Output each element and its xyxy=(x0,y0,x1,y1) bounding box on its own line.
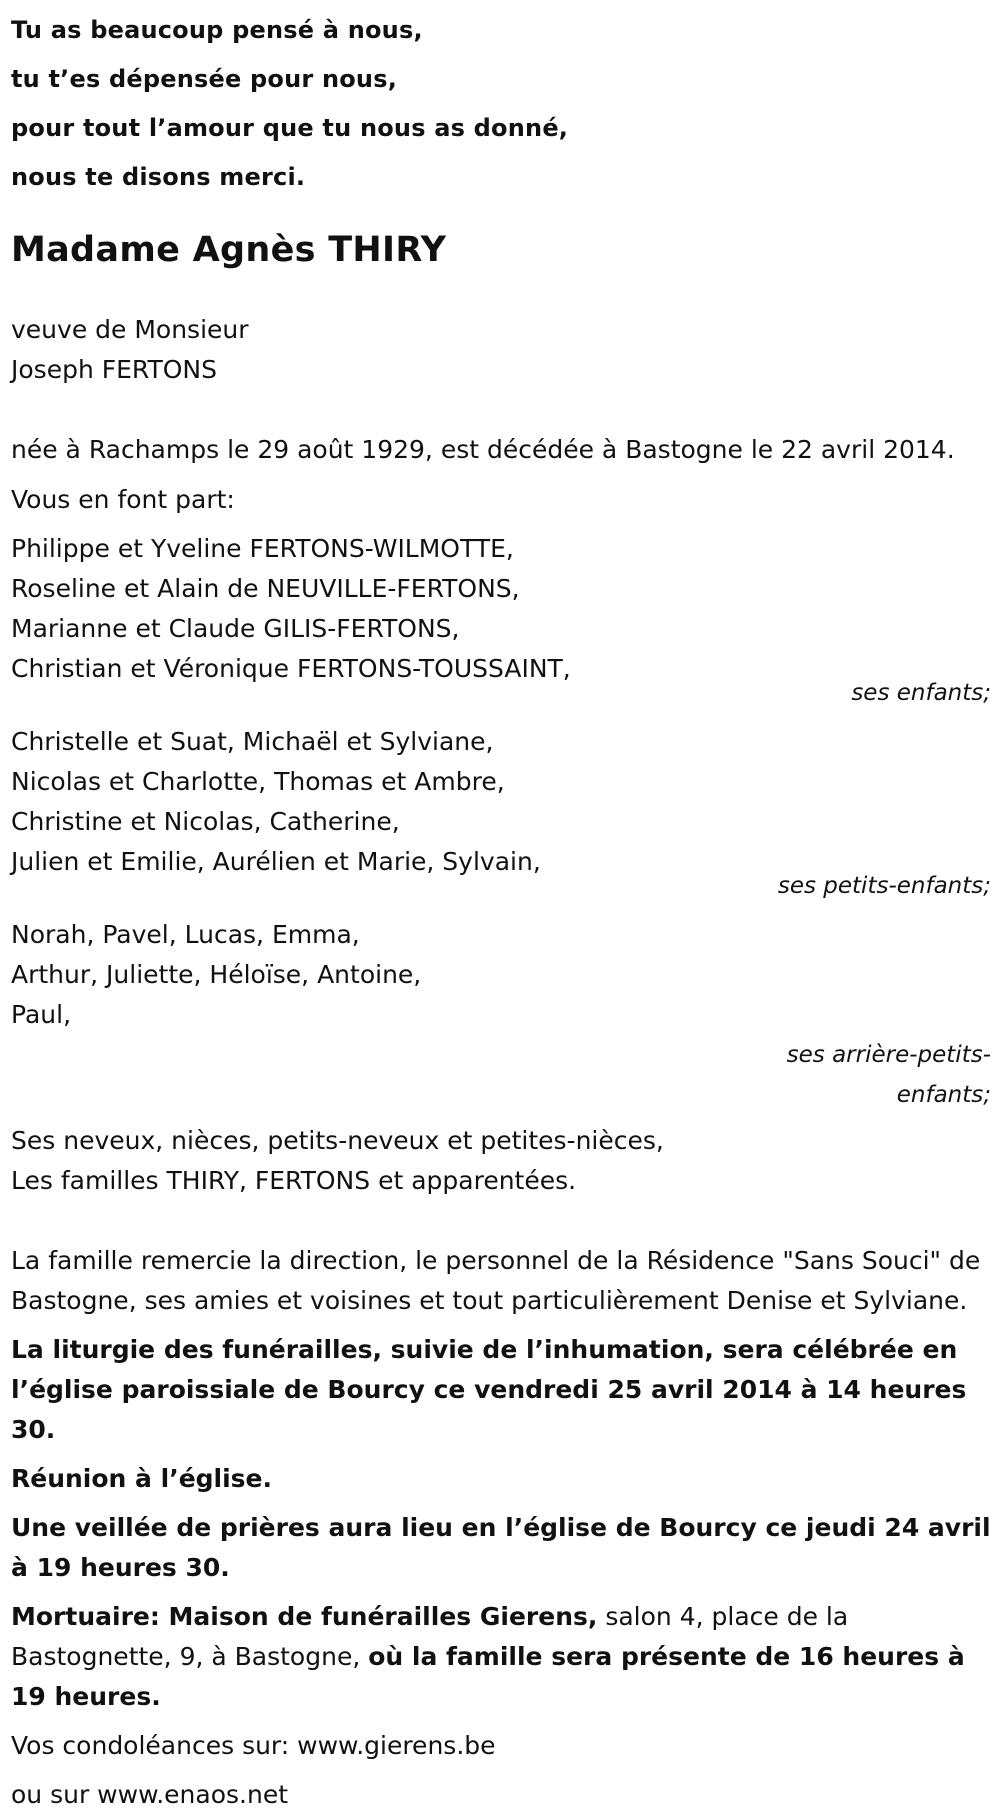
thanks-paragraph: La famille remercie la direction, le personnel de la Résidence "Sans Souci" de Bastogne, ses amies et voisines et tout particulièrement Denise et Sylviane. xyxy=(11,1246,981,1315)
poem-line: tu t’es dépensée pour nous, xyxy=(11,65,398,93)
mortuary-address: salon 4, place de la Bastognette, 9, à Bastogne, xyxy=(11,1602,849,1671)
grandchildren-line: Christelle et Suat, Michaël et Sylviane, xyxy=(11,727,494,756)
great-grandchildren-label-line: ses arrière-petits- xyxy=(786,1042,991,1068)
mortuary-paragraph xyxy=(11,1597,991,1717)
great-grandchildren-label-line: enfants; xyxy=(896,1082,991,1108)
widow-of-line: veuve de Monsieur xyxy=(11,315,249,344)
extended-family-line: Ses neveux, nièces, petits-neveux et petites-nièces, xyxy=(11,1126,664,1155)
vigil-paragraph: Une veillée de prières aura lieu en l’église de Bourcy ce jeudi 24 avril à 19 heures 30. xyxy=(11,1513,991,1582)
poem-line: pour tout l’amour que tu nous as donné, xyxy=(11,114,569,142)
great-grandchildren-group xyxy=(11,915,991,1115)
opening-poem xyxy=(11,0,1000,202)
meeting-paragraph: Réunion à l’église. xyxy=(11,1464,273,1493)
mortuary-name: Mortuaire: Maison de funérailles Gierens, xyxy=(11,1602,598,1631)
birth-death-line: née à Rachamps le 29 août 1929, est décédée à Bastogne le 22 avril 2014. xyxy=(11,435,955,464)
grandchildren-line: Christine et Nicolas, Catherine, xyxy=(11,807,400,836)
child-couple: Christian et Véronique FERTONS-TOUSSAINT, xyxy=(11,654,571,683)
spouse-name: Joseph FERTONS xyxy=(11,355,217,384)
poem-line: nous te disons merci. xyxy=(11,163,306,191)
extended-family xyxy=(11,1121,991,1201)
children-group xyxy=(11,529,991,713)
deceased-name: Madame Agnès THIRY xyxy=(11,230,447,270)
funeral-paragraph: La liturgie des funérailles, suivie de l’inhumation, sera célébrée en l’église paroissiale de Bourcy ce vendredi 25 avril 2014 à 14 heures 30. xyxy=(11,1335,967,1444)
great-grandchildren-line: Arthur, Juliette, Héloïse, Antoine, xyxy=(11,960,422,989)
grandchildren-line: Nicolas et Charlotte, Thomas et Ambre, xyxy=(11,767,505,796)
condolences-line: ou sur www.enaos.net xyxy=(11,1780,289,1809)
child-couple: Philippe et Yveline FERTONS-WILMOTTE, xyxy=(11,534,514,563)
child-couple: Roseline et Alain de NEUVILLE-FERTONS, xyxy=(11,574,520,603)
grandchildren-line: Julien et Emilie, Aurélien et Marie, Sylvain, xyxy=(11,847,541,876)
family-presence: où la famille sera présente de 16 heures à 19 heures. xyxy=(11,1642,965,1711)
announcement-intro: Vous en font part: xyxy=(11,485,235,514)
children-label: ses enfants; xyxy=(851,680,991,706)
child-couple: Marianne et Claude GILIS-FERTONS, xyxy=(11,614,460,643)
extended-family-line: Les familles THIRY, FERTONS et apparentées. xyxy=(11,1166,577,1195)
great-grandchildren-line: Paul, xyxy=(11,1000,72,1029)
poem-line: Tu as beaucoup pensé à nous, xyxy=(11,16,423,44)
grandchildren-label: ses petits-enfants; xyxy=(777,873,991,899)
widow-of xyxy=(11,310,1000,390)
great-grandchildren-line: Norah, Pavel, Lucas, Emma, xyxy=(11,920,360,949)
grandchildren-group xyxy=(11,722,991,906)
condolences-line: Vos condoléances sur: www.gierens.be xyxy=(11,1731,496,1760)
great-grandchildren-label xyxy=(761,1035,991,1115)
